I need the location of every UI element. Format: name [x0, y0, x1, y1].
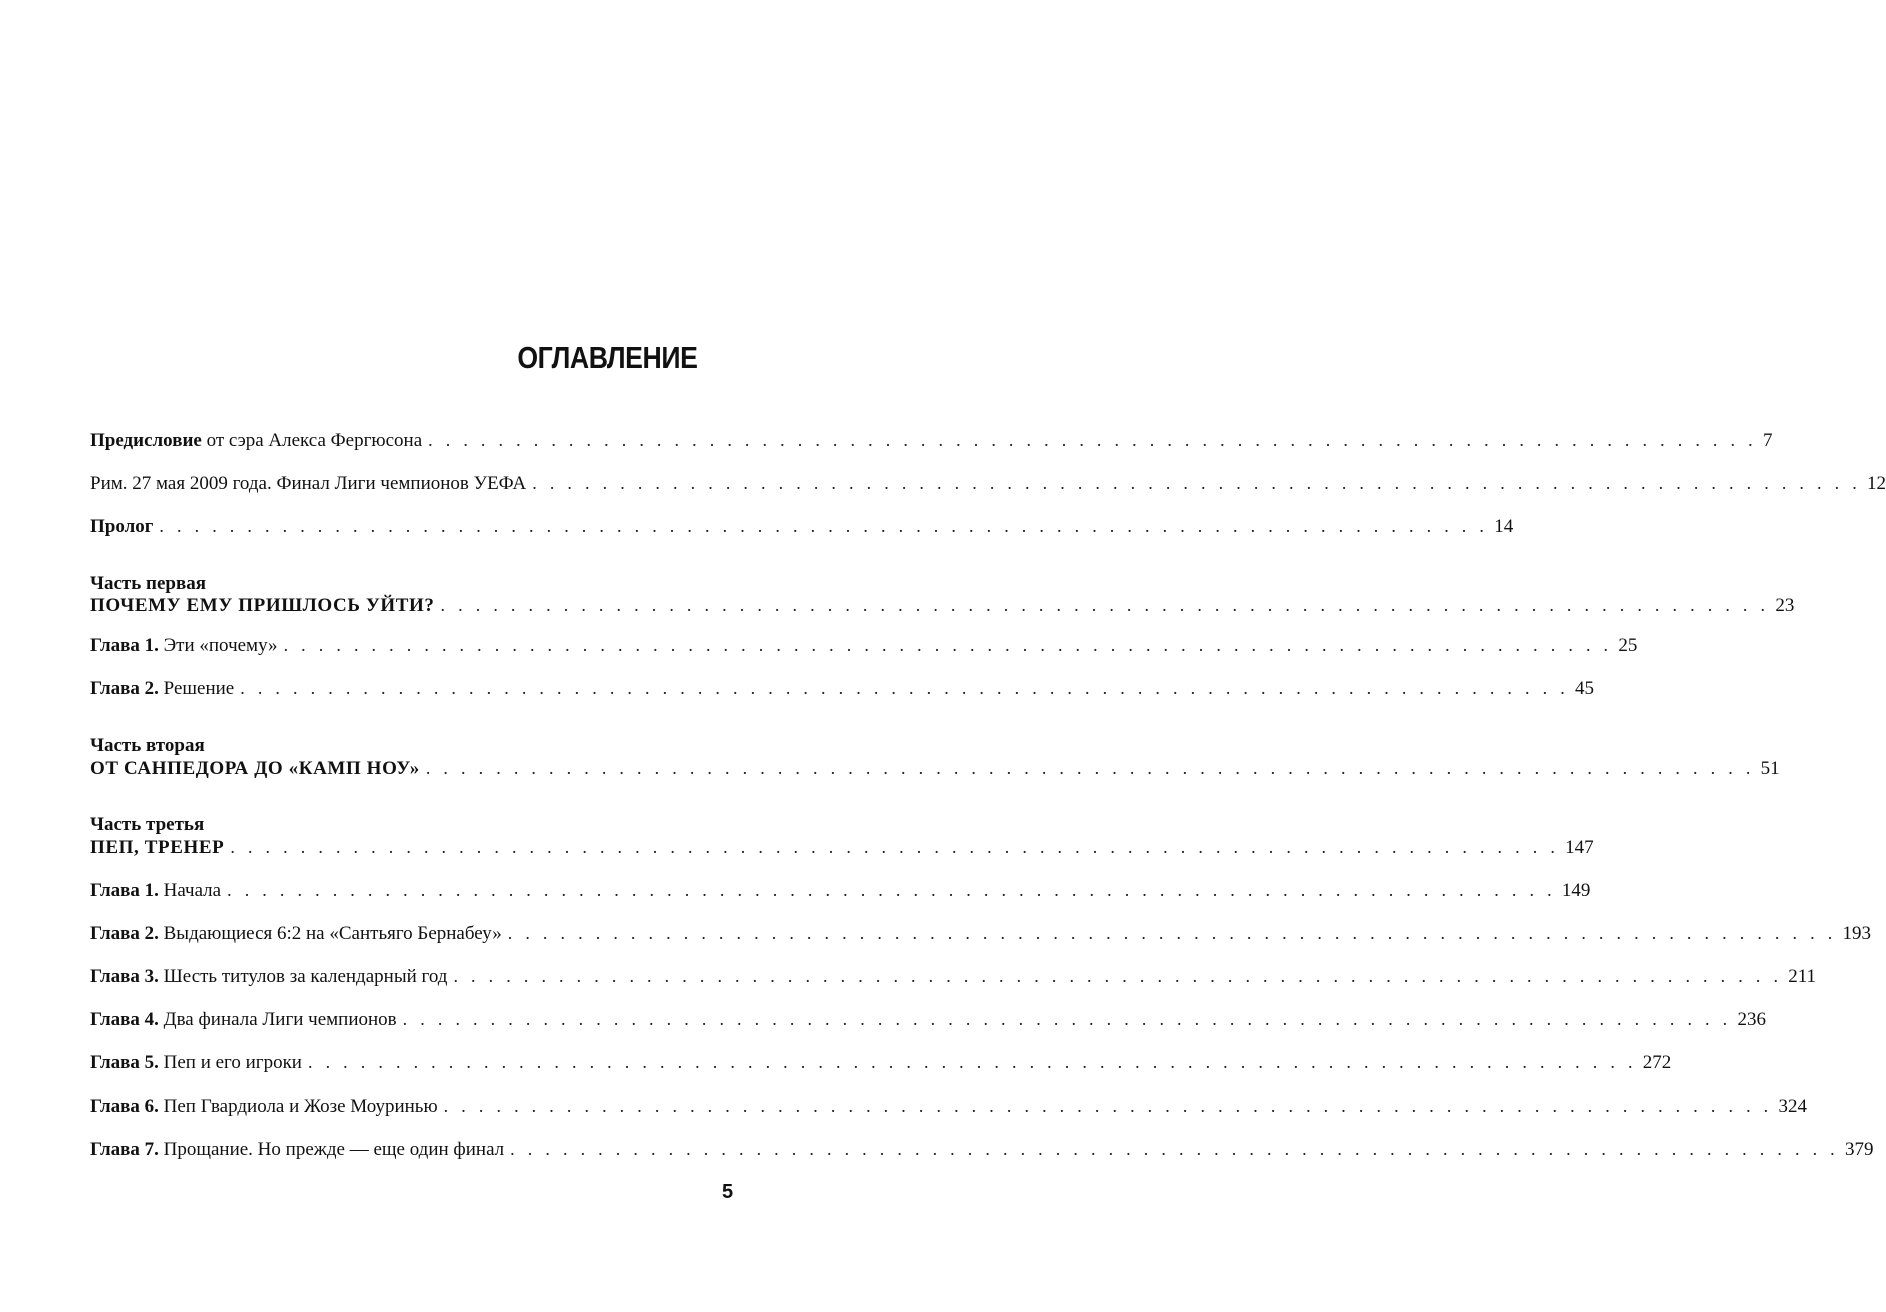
toc-part-two[interactable] [90, 756, 1780, 781]
dot-leader: . . . . . . . . . . . . . . . . . . . . . . . . . . . . . . . . . . . . . . . . . . . . . . . . . . . . . . . . . . . . . . . . . . . . . . . . . . . . [283, 635, 1613, 655]
entry-bold-label: Глава 7. [90, 1139, 159, 1160]
toc-entry-chapter[interactable] [90, 964, 1817, 989]
entry-bold-label: Предисловие [90, 430, 202, 451]
toc-entry-prologue[interactable] [90, 514, 1514, 539]
part-label: Часть третья [90, 814, 205, 835]
toc-part-three[interactable] [90, 835, 1594, 860]
toc-entry-chapter[interactable] [90, 1050, 1672, 1075]
dot-leader: . . . . . . . . . . . . . . . . . . . . . . . . . . . . . . . . . . . . . . . . . . . . . . . . . . . . . . . . . . . . . . . . . . . . . . . . . . . . [440, 595, 1770, 615]
entry-page-number: 272 [1642, 1052, 1672, 1073]
entry-page-number: 149 [1561, 880, 1591, 901]
entry-page-number: 211 [1788, 966, 1817, 987]
entry-title: Пеп Гвардиола и Жозе Моуринью [158, 1096, 438, 1117]
entry-title: Рим. 27 мая 2009 года. Финал Лиги чемпионов УЕФА [90, 473, 527, 494]
entry-title: Эти «почему» [158, 635, 278, 656]
entry-bold-label: Глава 6. [90, 1096, 159, 1117]
toc-entry-foreword[interactable] [90, 428, 1773, 453]
entry-page-number: 236 [1737, 1009, 1766, 1030]
entry-title: от сэра Алекса Фергюсона [201, 430, 423, 451]
toc-part-one[interactable] [90, 593, 1795, 618]
entry-bold-label: Глава 1. [90, 635, 159, 656]
entry-title: Выдающиеся 6:2 на «Сантьяго Бернабеу» [158, 923, 502, 944]
entry-bold-label: Глава 5. [90, 1052, 159, 1073]
toc-entry-chapter[interactable] [90, 1137, 1874, 1162]
entry-page-number: 7 [1762, 430, 1773, 451]
entry-page-number: 147 [1565, 837, 1594, 858]
entry-page-number: 25 [1618, 635, 1638, 656]
entry-bold-label: Глава 1. [90, 880, 159, 901]
dot-leader: . . . . . . . . . . . . . . . . . . . . . . . . . . . . . . . . . . . . . . . . . . . . . . . . . . . . . . . . . . . . . . . . . . . . . . . . . . . . [159, 516, 1489, 536]
page-number: 5 [722, 1181, 734, 1203]
dot-leader: . . . . . . . . . . . . . . . . . . . . . . . . . . . . . . . . . . . . . . . . . . . . . . . . . . . . . . . . . . . . . . . . . . . . . . . . . . . . [307, 1052, 1637, 1072]
entry-title: Пеп и его игроки [158, 1052, 302, 1073]
dot-leader: . . . . . . . . . . . . . . . . . . . . . . . . . . . . . . . . . . . . . . . . . . . . . . . . . . . . . . . . . . . . . . . . . . . . . . . . . . . . [507, 923, 1837, 943]
toc-entry-rome[interactable] [90, 471, 1886, 496]
toc-entry-chapter[interactable] [90, 633, 1638, 658]
entry-page-number: 51 [1760, 758, 1780, 779]
entry-title: Прощание. Но прежде — еще один финал [158, 1139, 505, 1160]
page-title: ОГЛАВЛЕНИЕ [516, 340, 697, 375]
entry-title: Начала [158, 880, 222, 901]
toc-entry-chapter[interactable] [90, 878, 1591, 903]
part-heading: ПОЧЕМУ ЕМУ ПРИШЛОСЬ УЙТИ? [90, 595, 435, 616]
entry-title: Два финала Лиги чемпионов [158, 1009, 397, 1030]
dot-leader: . . . . . . . . . . . . . . . . . . . . . . . . . . . . . . . . . . . . . . . . . . . . . . . . . . . . . . . . . . . . . . . . . . . . . . . . . . . . [240, 678, 1570, 698]
entry-page-number: 12 [1867, 473, 1886, 494]
dot-leader: . . . . . . . . . . . . . . . . . . . . . . . . . . . . . . . . . . . . . . . . . . . . . . . . . . . . . . . . . . . . . . . . . . . . . . . . . . . . [402, 1009, 1732, 1029]
part-label: Часть первая [90, 573, 206, 594]
dot-leader: . . . . . . . . . . . . . . . . . . . . . . . . . . . . . . . . . . . . . . . . . . . . . . . . . . . . . . . . . . . . . . . . . . . . . . . . . . . . [510, 1139, 1839, 1159]
part-label: Часть вторая [90, 735, 205, 756]
entry-bold-label: Пролог [90, 516, 154, 537]
toc-entry-chapter[interactable] [90, 676, 1595, 701]
toc-entry-chapter[interactable] [90, 1094, 1807, 1119]
dot-leader: . . . . . . . . . . . . . . . . . . . . . . . . . . . . . . . . . . . . . . . . . . . . . . . . . . . . . . . . . . . . . . . . . . . . . . . . . . . . [230, 837, 1560, 857]
entry-title: Решение [158, 678, 235, 699]
entry-title: Шесть титулов за календарный год [158, 966, 448, 987]
dot-leader: . . . . . . . . . . . . . . . . . . . . . . . . . . . . . . . . . . . . . . . . . . . . . . . . . . . . . . . . . . . . . . . . . . . . . . . . . . . . [227, 880, 1556, 900]
entry-page-number: 14 [1494, 516, 1514, 537]
part-heading: ПЕП, ТРЕНЕР [90, 837, 225, 858]
entry-page-number: 23 [1775, 595, 1795, 616]
toc-entry-chapter[interactable] [90, 1007, 1766, 1032]
entry-page-number: 193 [1842, 923, 1872, 944]
entry-page-number: 45 [1575, 678, 1595, 699]
entry-bold-label: Глава 3. [90, 966, 159, 987]
entry-bold-label: Глава 2. [90, 923, 159, 944]
part-heading: ОТ САНПЕДОРА ДО «КАМП НОУ» [90, 758, 420, 779]
entry-page-number: 324 [1778, 1096, 1807, 1117]
dot-leader: . . . . . . . . . . . . . . . . . . . . . . . . . . . . . . . . . . . . . . . . . . . . . . . . . . . . . . . . . . . . . . . . . . . . . . . . . . . . [453, 966, 1783, 986]
entry-page-number: 379 [1844, 1139, 1874, 1160]
entry-bold-label: Глава 4. [90, 1009, 159, 1030]
dot-leader: . . . . . . . . . . . . . . . . . . . . . . . . . . . . . . . . . . . . . . . . . . . . . . . . . . . . . . . . . . . . . . . . . . . . . . . . . . . . [428, 430, 1757, 450]
dot-leader: . . . . . . . . . . . . . . . . . . . . . . . . . . . . . . . . . . . . . . . . . . . . . . . . . . . . . . . . . . . . . . . . . . . . . . . . . . . . [425, 758, 1755, 778]
toc-entry-chapter[interactable] [90, 921, 1872, 946]
dot-leader: . . . . . . . . . . . . . . . . . . . . . . . . . . . . . . . . . . . . . . . . . . . . . . . . . . . . . . . . . . . . . . . . . . . . . . . . . . . . [443, 1096, 1773, 1116]
entry-bold-label: Глава 2. [90, 678, 159, 699]
dot-leader: . . . . . . . . . . . . . . . . . . . . . . . . . . . . . . . . . . . . . . . . . . . . . . . . . . . . . . . . . . . . . . . . . . . . . . . . . . . . [532, 473, 1862, 493]
